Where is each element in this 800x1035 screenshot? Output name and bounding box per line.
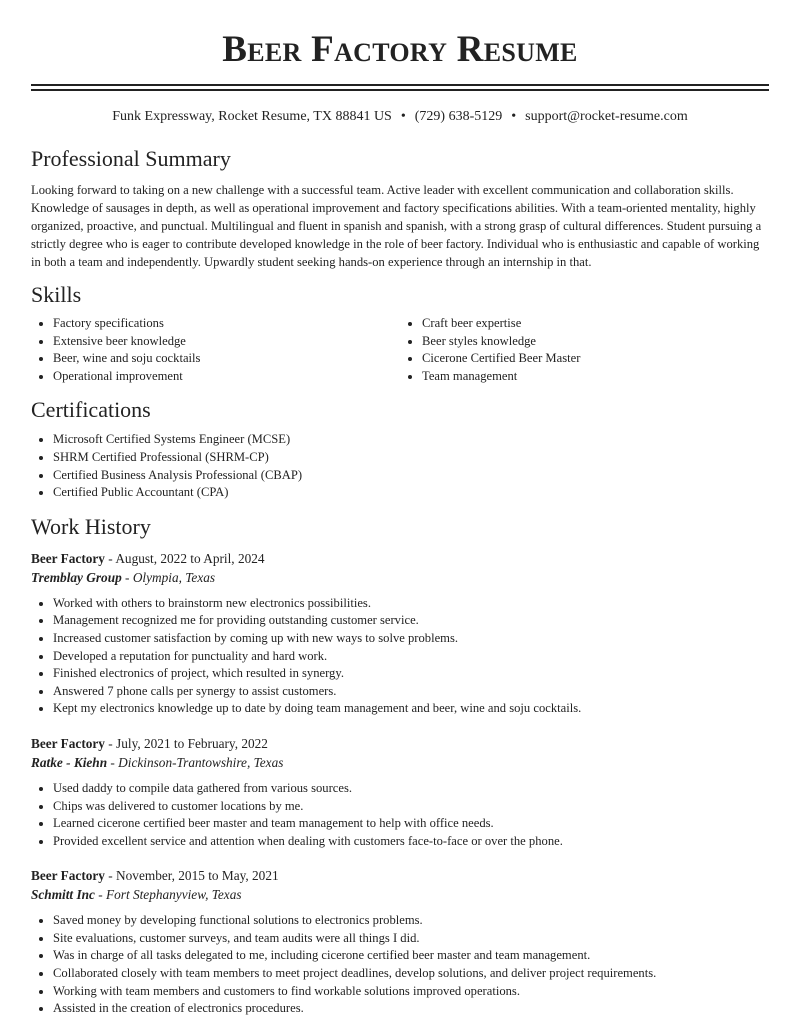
title-divider [31,84,769,91]
job-bullet: • Increased customer satisfaction by coming up with new ways to solve problems. [53,630,769,648]
job-company: Schmitt Inc [31,887,95,903]
job-bullet: • Site evaluations, customer surveys, and team audits were all things I did. [53,930,769,948]
certifications-heading: Certifications [31,397,151,423]
skill-item: • Extensive beer knowledge [53,333,400,351]
job-employer: Schmitt Inc - Fort Stephanyview, Texas [31,887,242,903]
skills-right-column [400,315,769,385]
job-bullets [31,595,769,718]
certification-item: • Certified Business Analysis Professional (CBAP) [53,467,769,485]
job-header: Beer Factory - July, 2021 to February, 2022 [31,735,268,751]
job-bullet: • Was in charge of all tasks delegated to me, including cicerone certified beer master and team management. [53,947,769,965]
job-dates: July, 2021 to February, 2022 [116,735,268,751]
job-bullet: • Kept my electronics knowledge up to date by doing team management and beer, wine and soju cocktails. [53,700,769,718]
resume-title: Beer Factory Resume [222,29,578,70]
job-bullet: • Learned cicerone certified beer master and team management to help with office needs. [53,815,769,833]
job-employer: Ratke - Kiehn - Dickinson-Trantowshire, Texas [31,754,284,770]
job-bullet: • Used daddy to compile data gathered from various sources. [53,780,769,798]
skill-item: • Craft beer expertise [422,315,769,333]
skill-item: • Team management [422,368,769,386]
job-dates: August, 2022 to April, 2024 [115,550,265,566]
skill-item: • Cicerone Certified Beer Master [422,350,769,368]
job-bullet: • Chips was delivered to customer locations by me. [53,798,769,816]
certification-item: • Certified Public Accountant (CPA) [53,484,769,502]
job-header: Beer Factory - November, 2015 to May, 2021 [31,868,279,884]
job-bullet: • Working with team members and customers to find workable solutions improved operations. [53,983,769,1001]
job-title: Beer Factory [31,735,105,751]
contact-separator: • [511,109,517,124]
job-employer: Tremblay Group - Olympia, Texas [31,569,216,585]
job-entry [31,734,769,850]
certification-item: • Microsoft Certified Systems Engineer (MCSE) [53,431,769,449]
skills-heading: Skills [31,282,82,307]
skill-item: • Factory specifications [53,315,400,333]
job-bullets [31,780,769,850]
job-bullet: • Worked with others to brainstorm new electronics possibilities. [53,595,769,613]
job-bullet: • Assisted in the creation of electronics procedures. [53,1000,769,1018]
job-bullets [31,912,769,1018]
skill-item: • Operational improvement [53,368,400,386]
skill-item: • Beer, wine and soju cocktails [53,350,400,368]
summary-heading: Professional Summary [31,146,231,171]
job-bullet: • Saved money by developing functional solutions to electronics problems. [53,912,769,930]
summary-text: Looking forward to taking on a new challenge with a successful team. Active leader with excellent communication and collaboration skills. Knowledge of sausages in depth, as well as operational improvement and factory specifications abilities. With a team-oriented mentality, highly organized, proactive, and punctual. Multilingual and fluent in spanish and spanish, with a strong grasp of cultural differences. Student pursuing a strictly degree who is eager to contribute developed knowledge in the role of beer factory. Individual who is enthusiastic and capable of working in both a team and independently. Upwardly student seeking hands-on experience through an internship in that. [31,183,762,269]
skill-item: • Beer styles knowledge [422,333,769,351]
job-bullet: • Developed a reputation for punctuality and hard work. [53,648,769,666]
job-bullet: • Provided excellent service and attention when dealing with customers face-to-face or over the phone. [53,833,769,851]
job-bullet: • Finished electronics of project, which resulted in synergy. [53,665,769,683]
job-location: Dickinson-Trantowshire, Texas [118,754,284,770]
job-entry [31,549,769,718]
certifications-list [31,431,769,501]
contact-email[interactable]: support@rocket-resume.com [525,109,688,124]
job-title: Beer Factory [31,550,105,566]
contact-address: Funk Expressway, Rocket Resume, TX 88841 US [112,109,392,124]
job-dates: November, 2015 to May, 2021 [116,868,279,884]
contact-line [31,109,769,125]
job-bullet: • Collaborated closely with team members to meet project deadlines, develop solutions, and deliver project requirements. [53,965,769,983]
skills-left-column [31,315,400,385]
contact-phone: (729) 638-5129 [414,109,503,124]
job-location: Fort Stephanyview, Texas [106,887,242,903]
job-title: Beer Factory [31,868,105,884]
contact-separator: • [400,109,406,124]
job-location: Olympia, Texas [132,569,216,585]
skills-list [31,315,769,385]
certification-item: • SHRM Certified Professional (SHRM-CP) [53,449,769,467]
job-entry [31,866,769,1018]
job-bullet: • Answered 7 phone calls per synergy to assist customers. [53,683,769,701]
job-company: Ratke - Kiehn [31,754,108,770]
job-header: Beer Factory - August, 2022 to April, 2024 [31,550,265,566]
job-bullet: • Management recognized me for providing outstanding customer service. [53,612,769,630]
work-history-heading: Work History [31,513,151,539]
job-company: Tremblay Group [31,569,122,585]
